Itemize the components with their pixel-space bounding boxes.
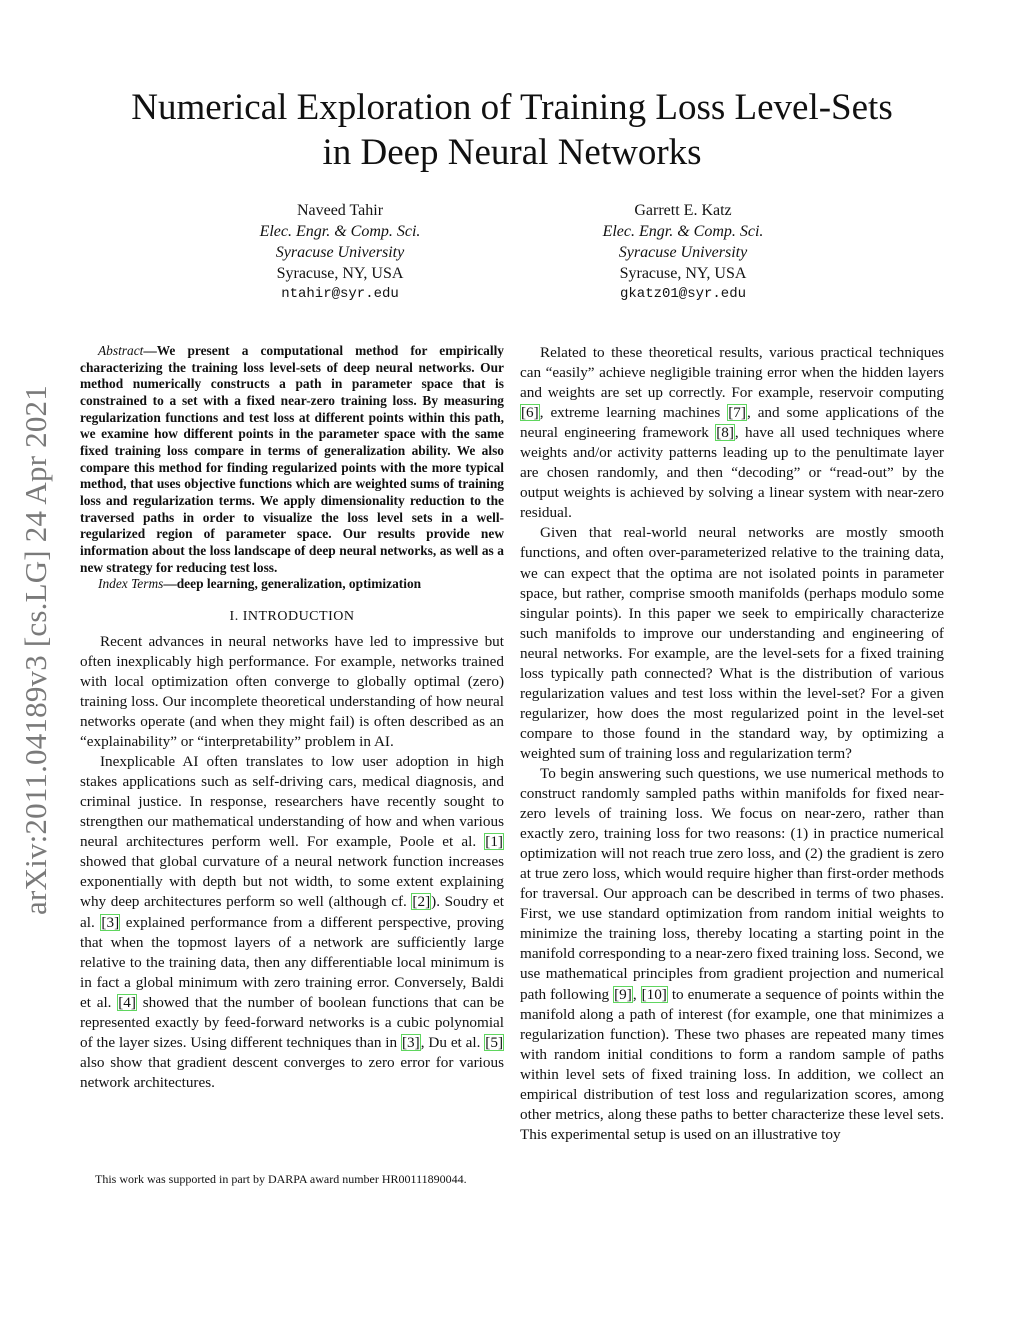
right-column	[520, 343, 944, 1145]
paragraph-text: showed that the number of boolean functions that can be represented exactly by feed-forward networks is a cubic polynomial of the layer sizes. Using different techniques than in	[80, 993, 504, 1051]
paragraph-text: , have all used techniques where weights and/or activity patterns leading up to the penultimate layer are chosen randomly, and then “decoding” or “read-out” by the output weights is achieved by solving a linear system with near-zero residual.	[520, 424, 944, 522]
author-city: Syracuse, NY, USA	[276, 265, 404, 282]
author-name: Naveed Tahir	[296, 202, 384, 219]
paper-title-line-2: in Deep Neural Networks	[322, 132, 702, 173]
paragraph-text: also show that gradient descent converges to zero error for various network architectures.	[80, 1053, 504, 1091]
footnote: This work was supported in part by DARPA award number HR00111890044.	[95, 1172, 467, 1186]
paragraph-text: to enumerate a sequence of points within the manifold along a path of interest (for example, one that minimizes a regularization function). These two phases are repeated many times with random initial conditions to form a random sample of paths within level sets of fixed training loss. In addition, we collect an empirical distribution of test loss and regularization scores, among other metrics, along these paths to better characterize these level sets. This experimental setup is used on an illustrative toy	[520, 985, 944, 1143]
paragraph-text: , and some applications of the neural engineering framework	[520, 404, 944, 442]
author-city: Syracuse, NY, USA	[619, 265, 747, 282]
abstract-label: Abstract	[98, 343, 144, 358]
paragraph-text: ,	[632, 985, 641, 1003]
paragraph: Recent advances in neural networks have led to impressive but often inexplicably high performance. For example, networks trained with local optimization often converge to globally optimal (zero) training loss. Our incomplete theoretical understanding of how neural networks operate (and when they might fail) is often described as an “explainability” or “interpretability” problem in AI.	[80, 632, 504, 751]
abstract	[80, 343, 504, 576]
author-name: Garrett E. Katz	[634, 202, 732, 219]
paragraph-text: ). Soudry et al.	[80, 893, 504, 931]
author-block-1	[190, 200, 490, 305]
paragraph-text: To begin answering such questions, we use numerical methods to construct randomly sampled paths within manifolds for fixed near-zero levels of training loss. We focus on near-zero, rather than exactly zero, training loss for two reasons: (1) in practice numerical optimization will not reach true zero loss, and (2) the gradient is zero at true zero loss, which would require higher than first-order methods for traversal. Our approach can be described in terms of two phases. First, we use standard optimization from random initial weights to minimize the training loss, thereby locating a starting point in the manifold corresponding to a near-zero fixed training loss. Second, we use mathematical principles from gradient projection and numerical path following	[520, 764, 944, 1003]
citation-link[interactable]: [3]	[401, 1033, 420, 1051]
index-terms-label: Index Terms	[98, 576, 164, 592]
paragraph	[80, 752, 504, 1093]
citation-link[interactable]: [1]	[485, 833, 503, 851]
citation-link[interactable]: [5]	[485, 1033, 504, 1051]
paragraph-text: , Du et al.	[420, 1033, 485, 1051]
left-column	[80, 343, 504, 1093]
arxiv-identifier-text: arXiv:2011.04189v3 [cs.LG] 24 Apr 2021	[18, 385, 54, 915]
paragraph-text: Related to these theoretical results, various practical techniques can “easily” achieve negligible training error when the hidden layers and weights are set up correctly. For example, reservoir computing	[520, 344, 944, 402]
arxiv-identifier	[13, 360, 59, 940]
citation-link[interactable]: [7]	[728, 404, 746, 422]
paragraph-text: , extreme learning machines	[539, 404, 728, 422]
citation-link[interactable]: [6]	[521, 404, 539, 422]
index-terms-text: —deep learning, generalization, optimization	[163, 576, 422, 592]
citation-link[interactable]: [3]	[101, 913, 120, 931]
paragraph	[520, 343, 944, 523]
author-university: Syracuse University	[618, 244, 748, 261]
paragraph	[520, 764, 944, 1145]
citation-link[interactable]: [9]	[614, 985, 632, 1003]
paragraph-text: showed that global curvature of a neural network function increases exponentially with depth but not width, to some extent explaining why deep architectures perform so well (although cf.	[80, 853, 504, 911]
author-email: gkatz01@syr.edu	[619, 286, 747, 302]
paragraph-text: Inexplicable AI often translates to low user adoption in high stakes applications such as self-driving cars, medical diagnosis, and criminal justice. In response, researchers have recently sought to strengthen our mathematical understanding of how and when various neural architectures perform well. For example, Poole et al.	[80, 753, 504, 851]
author-block-2	[533, 200, 833, 305]
author-department: Elec. Engr. & Comp. Sci.	[602, 223, 764, 240]
section-heading-introduction: I. INTRODUCTION	[229, 608, 355, 624]
paragraph: Given that real-world neural networks are mostly smooth functions, and often over-parameterized relative to the training data, we can expect that the optima are not isolated points in parameter space, but rather, comprise smooth manifolds (perhaps modulo some singular points). In this paper we seek to empirically characterize such manifolds to improve our understanding and engineering of neural networks. For example, are the level-sets for a fixed training loss typically path connected? What is the distribution of various regularization values and test loss within the level-set? For a given regularizer, how does the most regularized point in the level-set compare to those found in the standard way, by optimizing a weighted sum of training loss and regularization term?	[520, 524, 944, 762]
paper-title	[60, 85, 964, 175]
citation-link[interactable]: [10]	[641, 985, 667, 1003]
citation-link[interactable]: [2]	[412, 893, 431, 911]
author-department: Elec. Engr. & Comp. Sci.	[259, 223, 421, 240]
author-university: Syracuse University	[275, 244, 405, 261]
abstract-text: —We present a computational method for empirically characterizing the training loss level-sets of deep neural networks. Our method numerically constructs a path in parameter space that is constrained to a set with a fixed near-zero training loss. By measuring regularization functions and test loss at different points within this path, we examine how different points in the parameter space with the same fixed training loss compare in terms of generalization ability. We also compare this method for finding regularized points with the more typical method, that uses objective functions which are weighted sums of training loss and regularization terms. We apply dimensionality reduction to the traversed paths in order to visualize the loss level sets in a well-regularized region of parameter space. Our results provide new information about the loss landscape of deep neural networks, as well as a new strategy for reducing test loss.	[80, 343, 504, 575]
index-terms	[80, 576, 504, 593]
paragraph-text: explained performance from a different perspective, proving that when the topmost layers of a network are sufficiently large relative to the training data, then any differentiable local minimum is in fact a global minimum with zero training error. Conversely, Baldi et al.	[80, 913, 504, 1011]
author-email: ntahir@syr.edu	[281, 286, 399, 302]
paper-title-line-1: Numerical Exploration of Training Loss Level-Sets	[131, 87, 893, 128]
citation-link[interactable]: [4]	[118, 993, 136, 1011]
citation-link[interactable]: [8]	[716, 424, 734, 442]
